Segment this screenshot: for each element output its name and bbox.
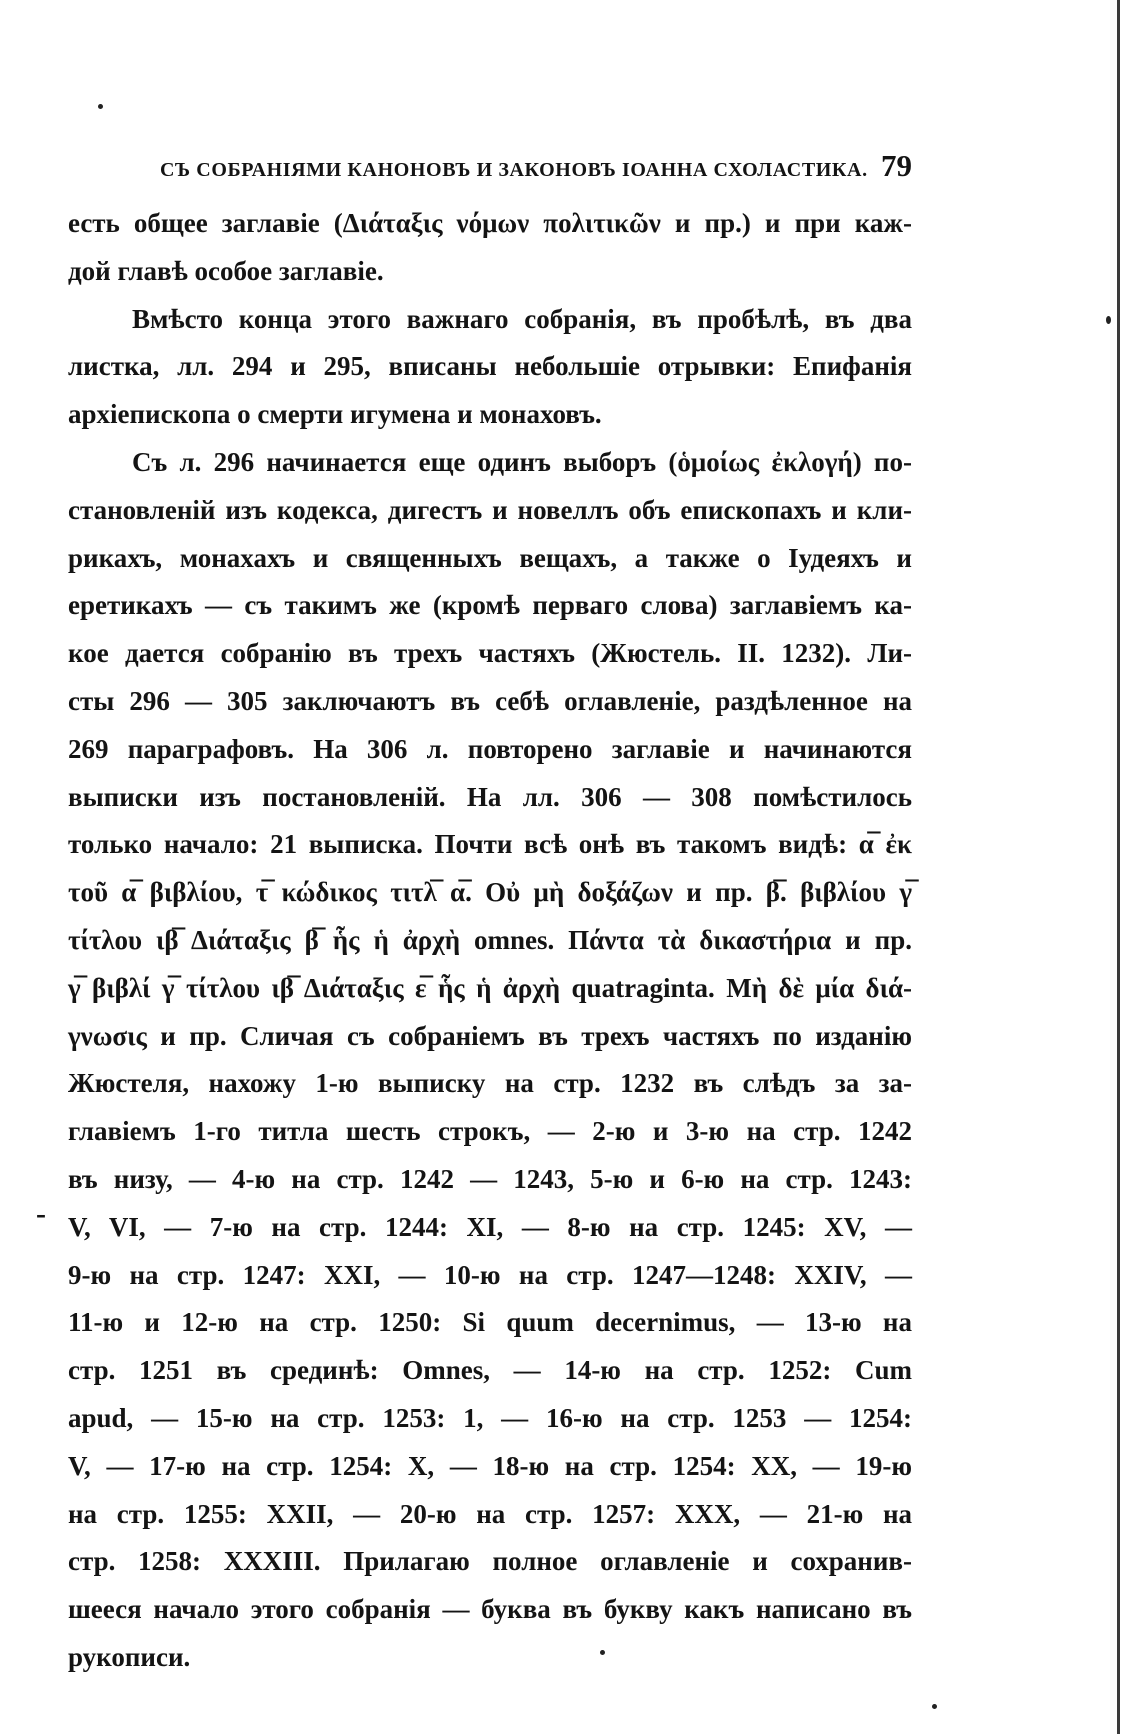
text-line: Вмѣсто конца этого важнаго собранія, въ пробѣлѣ, въ два xyxy=(132,303,912,334)
text-line: на стр. 1255: XXII, — 20-ю на стр. 1257: XXX, — 21-ю на xyxy=(68,1498,912,1529)
text-line: только начало: 21 выписка. Почти всѣ онѣ въ такомъ видѣ: α̅ ἐκ xyxy=(68,829,912,860)
ink-speck xyxy=(98,104,103,109)
text-line: сты 296 — 305 заключаютъ въ себѣ оглавленіе, раздѣленное на xyxy=(68,685,912,716)
text-line: стр. 1258: XXXIII. Прилагаю полное оглавленіе и сохранив- xyxy=(68,1546,912,1577)
text-line: дой главѣ особое заглавіе. xyxy=(68,255,384,286)
text-line: еретикахъ — съ такимъ же (кромѣ перваго слова) заглавіемъ ка- xyxy=(68,590,912,621)
page-header xyxy=(160,148,912,184)
text-line: рикахъ, монахахъ и священныхъ вещахъ, а также о Іудеяхъ и xyxy=(68,542,912,573)
text-line: главіемъ 1-го титла шесть строкъ, — 2-ю и 3-ю на стр. 1242 xyxy=(68,1116,912,1147)
ink-speck xyxy=(932,1704,937,1709)
text-line: Съ л. 296 начинается еще одинъ выборъ (ὁμοίως ἐκλογή) по- xyxy=(132,446,912,477)
text-line: V, VI, — 7-ю на стр. 1244: XI, — 8-ю на стр. 1245: XV, — xyxy=(68,1211,912,1242)
ink-speck xyxy=(1106,316,1111,324)
page-number: 79 xyxy=(881,148,912,183)
text-line: стр. 1251 въ срединѣ: Omnes, — 14-ю на стр. 1252: Cum xyxy=(68,1355,912,1386)
text-line: V, — 17-ю на стр. 1254: X, — 18-ю на стр. 1254: XX, — 19-ю xyxy=(68,1450,912,1481)
text-line: рукописи. xyxy=(68,1641,191,1672)
text-line: есть общее заглавіе (Διάταξις νόμων πολιτικῶν и пр.) и при каж- xyxy=(68,208,912,238)
text-line: становленій изъ кодекса, дигестъ и новеллъ объ епископахъ и кли- xyxy=(68,494,912,525)
margin-mark: - xyxy=(36,1197,46,1230)
text-line: шееся начало этого собранія — буква въ букву какъ написано въ xyxy=(68,1594,912,1625)
text-line: въ низу, — 4-ю на стр. 1242 — 1243, 5-ю и 6-ю на стр. 1243: xyxy=(68,1163,912,1194)
body-text xyxy=(68,200,912,1682)
page-edge-rule xyxy=(1117,0,1120,1734)
text-line: выписки изъ постановленій. На лл. 306 — 308 помѣстилось xyxy=(68,781,912,812)
running-title: СЪ СОБРАНІЯМИ КАНОНОВЪ И ЗАКОНОВЪ ІОАННА СХОЛАСТИКА. xyxy=(160,159,868,181)
text-line: γ̅ βιβλί γ̅ τίτλου ιβ̅ Διάταξις ε̅ ἧς ἡ ἀρχὴ quatraginta. Μὴ δὲ μία διά- xyxy=(68,972,912,1003)
text-line: 269 параграфовъ. На 306 л. повторено заглавіе и начинаются xyxy=(68,733,912,764)
text-line: архіепископа о смерти игумена и монаховъ. xyxy=(68,399,602,430)
text-line: 9-ю на стр. 1247: XXI, — 10-ю на стр. 1247—1248: XXIV, — xyxy=(68,1259,912,1290)
text-line: кое дается собранію въ трехъ частяхъ (Жюстель. II. 1232). Ли- xyxy=(68,638,912,669)
text-line: apud, — 15-ю на стр. 1253: 1, — 16-ю на стр. 1253 — 1254: xyxy=(68,1402,912,1433)
text-line: Жюстеля, нахожу 1-ю выписку на стр. 1232 въ слѣдъ за за- xyxy=(68,1068,912,1099)
text-line: γνωσις и пр. Сличая съ собраніемъ въ трехъ частяхъ по изданію xyxy=(68,1020,912,1051)
text-line: листка, лл. 294 и 295, вписаны небольшіе отрывки: Епифанія xyxy=(68,351,912,382)
text-line: τίτλου ιβ̅ Διάταξις β̅ ἧς ἡ ἀρχὴ omnes. Πάντα τὰ δικαστήρια и пр. xyxy=(68,924,912,955)
text-line: 11-ю и 12-ю на стр. 1250: Si quum decernimus, — 13-ю на xyxy=(68,1307,912,1338)
text-line: τοῦ α̅ βιβλίου, τ̅ κώδικος τιτλ̅ α̅. Οὐ μὴ δοξάζων и пр. β̅. βιβλίου γ̅ xyxy=(68,877,912,908)
